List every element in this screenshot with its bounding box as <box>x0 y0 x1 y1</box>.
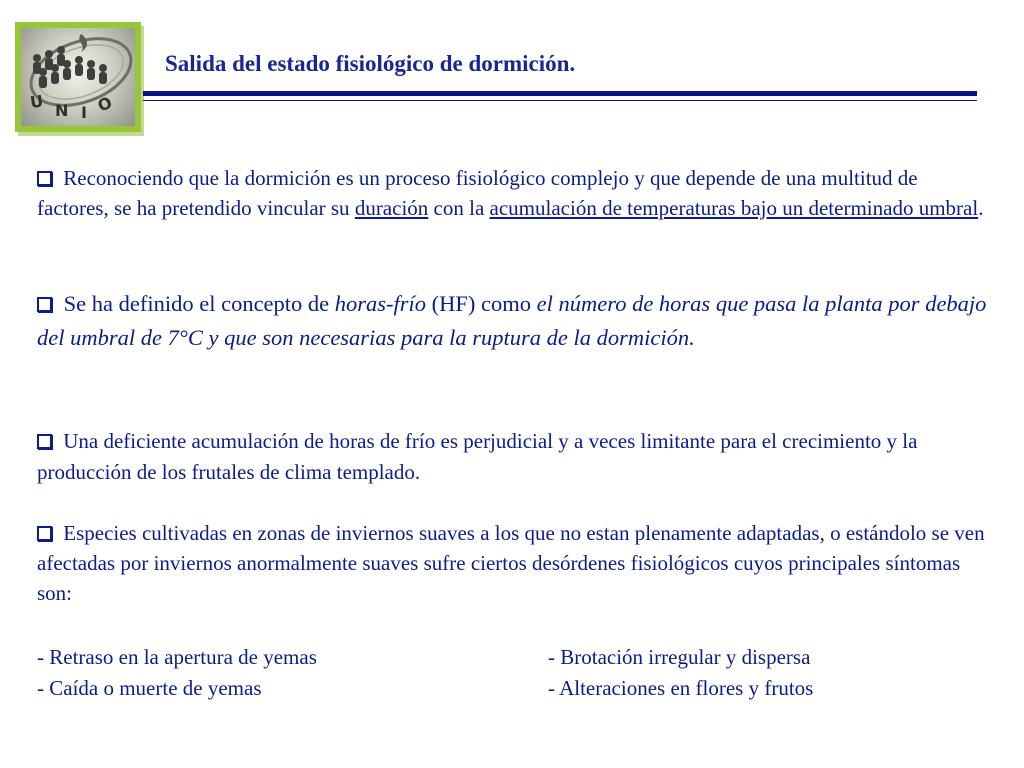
symptom-item: - Caída o muerte de yemas <box>37 676 262 700</box>
checkbox-bullet-icon <box>37 297 52 312</box>
italic-definition: el número de horas que pasa la planta por debajo del umbral de 7°C y que son necesarias para la ruptura de la dormición. <box>37 291 987 350</box>
paragraph-horas-frio-definition <box>37 287 987 355</box>
symptoms-row <box>37 673 987 704</box>
checkbox-bullet-icon <box>37 171 52 186</box>
symptoms-list <box>37 642 987 704</box>
header-rule-thick <box>143 91 977 96</box>
paragraph-text: Reconociendo que la dormición es un proceso fisiológico complejo y que depende de una multitud de factores, se ha pretendido vincular su <box>37 166 918 220</box>
paragraph-text: . <box>978 196 984 220</box>
symptom-item: - Alteraciones en flores y frutos <box>548 676 814 700</box>
flame-symbol <box>79 34 87 52</box>
crowd-figures <box>33 46 107 88</box>
symptoms-row <box>37 642 987 673</box>
logo-letter-n: N <box>55 101 69 120</box>
underlined-term-acumulacion: acumulación de temperaturas bajo un determinado umbral <box>489 196 979 220</box>
italic-term-horas-frio: horas-frío <box>334 291 427 316</box>
logo-letters <box>29 91 115 122</box>
logo-letter-i: I <box>81 103 87 122</box>
paragraph-text: Especies cultivadas en zonas de inviernos suaves a los que no estan plenamente adaptadas, o estándolo se ven afectadas por inviernos anormalmente suaves sufre ciertos desórdenes fisiológicos cuyos principales síntomas son: <box>37 521 985 605</box>
symptom-item: - Brotación irregular y dispersa <box>548 645 811 669</box>
logo-letter-o: O <box>94 92 116 116</box>
paragraph-text: Una deficiente acumulación de horas de frío es perjudicial y a veces limitante para el crecimiento y la producción de los frutales de clima templado. <box>37 429 918 484</box>
paragraph-text: (HF) como <box>426 291 537 316</box>
checkbox-bullet-icon <box>37 434 52 449</box>
university-logo-icon <box>21 28 135 126</box>
paragraph-temperature-accumulation <box>37 163 987 223</box>
university-logo-graphic <box>21 28 135 126</box>
paragraph-deficient-accumulation <box>37 426 987 488</box>
slide-title: Salida del estado fisiológico de dormición. <box>165 51 576 76</box>
symptom-item: - Retraso en la apertura de yemas <box>37 645 317 669</box>
paragraph-text: con la <box>428 196 490 220</box>
logo-letter-u: U <box>28 91 45 112</box>
logo-frame <box>15 22 141 132</box>
paragraph-text: Se ha definido el concepto de <box>58 291 335 316</box>
header-rule-thin <box>143 100 977 101</box>
paragraph-species-disorders <box>37 518 987 608</box>
underlined-term-duracion: duración <box>354 196 429 220</box>
checkbox-bullet-icon <box>37 526 52 541</box>
